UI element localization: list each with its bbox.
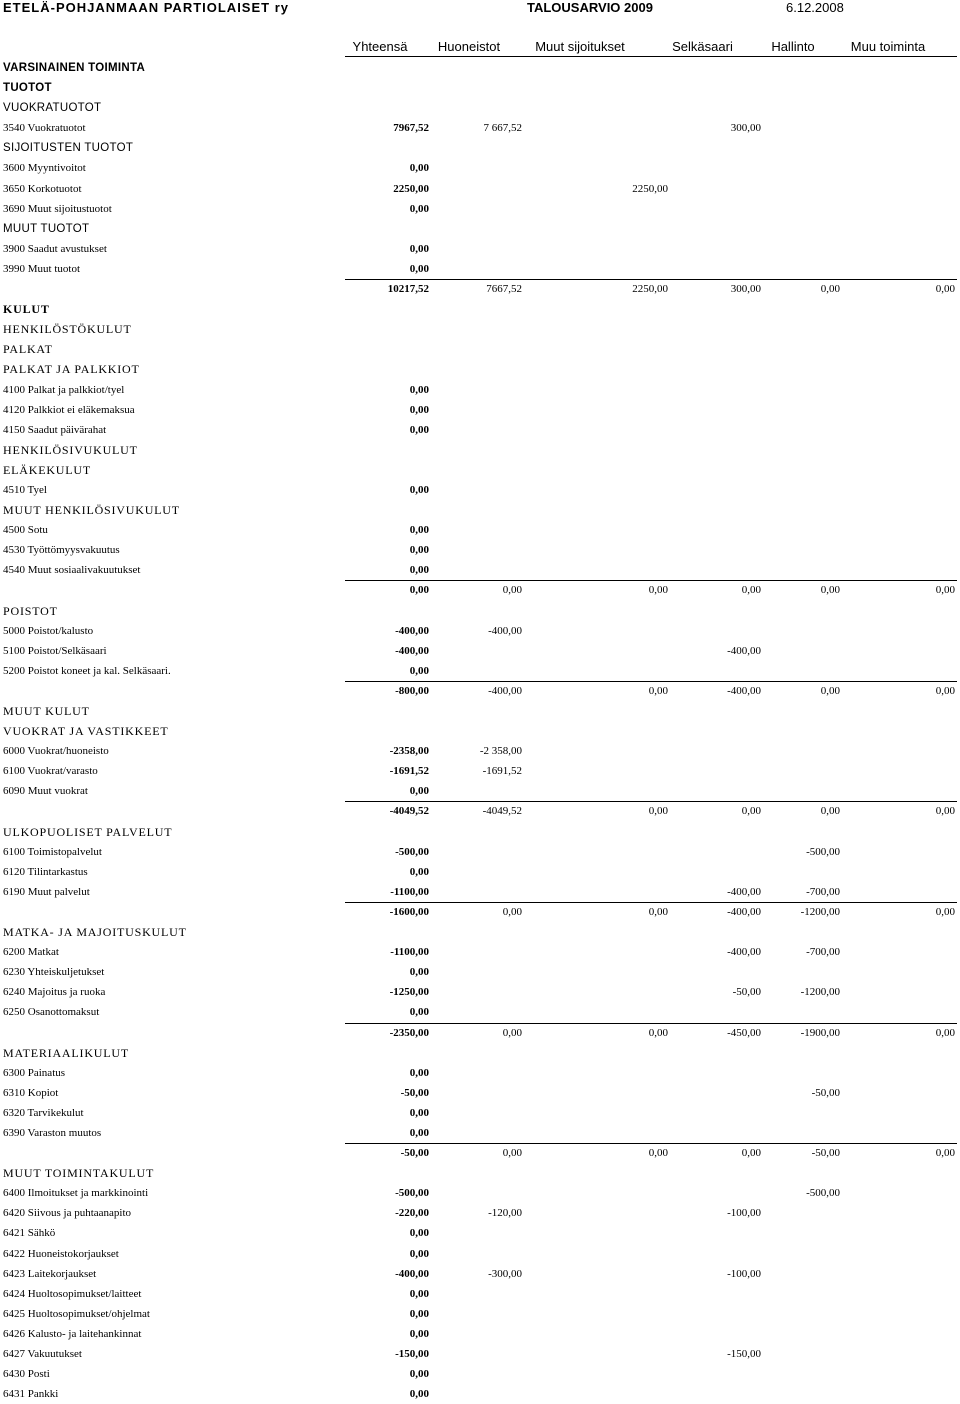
amount-cell: 0,00 xyxy=(935,584,955,597)
account-label: 6100 Toimistopalvelut xyxy=(3,845,102,858)
amount-cell: -2358,00 xyxy=(389,745,429,758)
account-label: 3900 Saadut avustukset xyxy=(3,242,107,255)
amount-cell: 0,00 xyxy=(820,684,840,697)
account-label: 6427 Vakuutukset xyxy=(3,1348,82,1360)
account-label: 3650 Korkotuotot xyxy=(3,182,82,195)
amount-cell: -120,00 xyxy=(488,1207,522,1220)
amount-cell: -400,00 xyxy=(727,684,761,697)
amount-cell: -800,00 xyxy=(395,684,429,697)
section-heading xyxy=(0,701,960,721)
account-label: 4510 Tyel xyxy=(3,483,47,496)
column-header-administration: Hallinto xyxy=(771,39,815,54)
account-row xyxy=(0,1083,960,1103)
section-heading xyxy=(0,339,960,359)
account-label: 6190 Muut palvelut xyxy=(3,885,90,898)
account-label: 6240 Majoitus ja ruoka xyxy=(3,986,106,999)
section-label: PALKAT xyxy=(3,342,53,357)
account-label: 3690 Muut sijoitustuotot xyxy=(3,202,112,215)
document-date: 6.12.2008 xyxy=(786,0,844,15)
account-row xyxy=(0,420,960,440)
amount-cell: 0,00 xyxy=(820,584,840,597)
account-row xyxy=(0,942,960,962)
amount-cell: -500,00 xyxy=(806,1187,840,1200)
amount-cell: -100,00 xyxy=(727,1207,761,1220)
amount-cell: 0,00 xyxy=(648,584,668,597)
amount-cell: -1100,00 xyxy=(390,946,429,959)
account-label: 4150 Saadut päivärahat xyxy=(3,423,107,436)
section-heading xyxy=(0,138,960,158)
amount-cell: 2250,00 xyxy=(632,283,668,296)
amount-cell: 0,00 xyxy=(409,524,429,537)
amount-cell: 0,00 xyxy=(935,684,955,697)
section-heading xyxy=(0,299,960,319)
account-row xyxy=(0,239,960,259)
account-label: 6090 Muut vuokrat xyxy=(3,785,88,798)
account-label: 6431 Pankki xyxy=(3,1388,59,1401)
document-header xyxy=(0,0,960,18)
section-heading xyxy=(0,601,960,621)
amount-cell: -500,00 xyxy=(395,1187,429,1200)
amount-cell: 0,00 xyxy=(741,1147,761,1160)
account-row xyxy=(0,1123,960,1143)
account-row xyxy=(0,1364,960,1384)
account-row xyxy=(0,480,960,500)
amount-cell: 0,00 xyxy=(820,805,840,818)
amount-cell: 0,00 xyxy=(409,1307,429,1320)
amount-cell: -4049,52 xyxy=(482,805,522,818)
amount-cell: -50,00 xyxy=(400,1086,429,1099)
account-label: 5100 Poistot/Selkäsaari xyxy=(3,644,107,657)
account-label: 6421 Sähkö xyxy=(3,1227,56,1240)
account-label: 6100 Vuokrat/varasto xyxy=(3,765,98,778)
account-row xyxy=(0,962,960,982)
amount-cell: 0,00 xyxy=(409,1247,429,1260)
amount-cell: -2350,00 xyxy=(389,1026,429,1039)
section-label: VUOKRAT JA VASTIKKEET xyxy=(3,724,169,739)
amount-cell: 7967,52 xyxy=(393,122,429,135)
amount-cell: -400,00 xyxy=(727,885,761,898)
amount-cell: -2 358,00 xyxy=(479,745,522,758)
amount-cell: -400,00 xyxy=(488,684,522,697)
account-row xyxy=(0,259,960,279)
amount-cell: 0,00 xyxy=(409,584,429,597)
section-heading xyxy=(0,359,960,379)
section-heading xyxy=(0,1163,960,1183)
section-label: MATERIAALIKULUT xyxy=(3,1045,129,1060)
section-label: SIJOITUSTEN TUOTOT xyxy=(3,142,134,155)
account-row xyxy=(0,1244,960,1264)
amount-cell: -1100,00 xyxy=(390,885,429,898)
amount-cell: -400,00 xyxy=(488,624,522,637)
section-heading xyxy=(0,1043,960,1063)
amount-cell: -100,00 xyxy=(727,1267,761,1280)
account-row xyxy=(0,560,960,580)
amount-cell: -400,00 xyxy=(727,905,761,918)
amount-cell: 0,00 xyxy=(409,242,429,255)
account-label: 3600 Myyntivoitot xyxy=(3,162,86,175)
account-row xyxy=(0,400,960,420)
account-row xyxy=(0,158,960,178)
section-label: HENKILÖSTÖKULUT xyxy=(3,322,132,337)
amount-cell: -700,00 xyxy=(806,946,840,959)
account-label: 6120 Tilintarkastus xyxy=(3,865,88,878)
account-label: 6426 Kalusto- ja laitehankinnat xyxy=(3,1327,142,1340)
organization-name: ETELÄ-POHJANMAAN PARTIOLAISET ry xyxy=(3,0,289,15)
section-heading xyxy=(0,440,960,460)
account-row xyxy=(0,1344,960,1364)
amount-cell: -400,00 xyxy=(395,1267,429,1280)
section-label: MUUT TUOTOT xyxy=(3,222,90,235)
section-label: VARSINAINEN TOIMINTA xyxy=(3,62,146,74)
section-heading xyxy=(0,98,960,118)
amount-cell: 2250,00 xyxy=(632,182,668,195)
account-row xyxy=(0,1304,960,1324)
amount-cell: -150,00 xyxy=(727,1348,761,1360)
amount-cell: 0,00 xyxy=(409,1066,429,1079)
amount-cell: 0,00 xyxy=(409,966,429,979)
section-heading xyxy=(0,721,960,741)
section-heading xyxy=(0,58,960,78)
account-row xyxy=(0,520,960,540)
amount-cell: 0,00 xyxy=(502,584,522,597)
column-headers xyxy=(0,39,960,57)
account-label: 3540 Vuokratuotot xyxy=(3,122,86,135)
amount-cell: -1600,00 xyxy=(389,905,429,918)
amount-cell: 0,00 xyxy=(409,162,429,175)
amount-cell: 0,00 xyxy=(648,905,668,918)
subtotal-row xyxy=(0,681,960,701)
account-row xyxy=(0,1002,960,1022)
account-row xyxy=(0,179,960,199)
amount-cell: 0,00 xyxy=(741,584,761,597)
section-label: MATKA- JA MAJOITUSKULUT xyxy=(3,925,187,940)
section-label: MUUT HENKILÖSIVUKULUT xyxy=(3,503,180,518)
account-label: 6430 Posti xyxy=(3,1368,50,1381)
amount-cell: 0,00 xyxy=(409,1287,429,1300)
account-label: 6420 Siivous ja puhtaanapito xyxy=(3,1207,132,1220)
account-label: 6200 Matkat xyxy=(3,946,59,959)
amount-cell: -400,00 xyxy=(395,644,429,657)
amount-cell: 0,00 xyxy=(935,805,955,818)
amount-cell: -220,00 xyxy=(395,1207,429,1220)
section-label: ULKOPUOLISET PALVELUT xyxy=(3,824,173,839)
account-row xyxy=(0,1284,960,1304)
amount-cell: 0,00 xyxy=(409,664,429,677)
account-row xyxy=(0,380,960,400)
account-row xyxy=(0,1223,960,1243)
section-label: KULUT xyxy=(3,302,50,317)
account-row xyxy=(0,621,960,641)
amount-cell: 0,00 xyxy=(409,1006,429,1019)
amount-cell: 0,00 xyxy=(409,1126,429,1139)
account-label: 6424 Huoltosopimukset/laitteet xyxy=(3,1287,142,1300)
amount-cell: -400,00 xyxy=(727,644,761,657)
amount-cell: 0,00 xyxy=(502,1026,522,1039)
section-label: TUOTOT xyxy=(3,82,52,95)
column-header-other-investments: Muut sijoitukset xyxy=(535,39,625,54)
section-heading xyxy=(0,78,960,98)
section-label: HENKILÖSIVUKULUT xyxy=(3,442,138,457)
amount-cell: 0,00 xyxy=(648,1147,668,1160)
amount-cell: -1250,00 xyxy=(389,986,429,999)
amount-cell: -4049,52 xyxy=(389,805,429,818)
account-row xyxy=(0,1063,960,1083)
amount-cell: -50,00 xyxy=(811,1086,840,1099)
amount-cell: -1691,52 xyxy=(389,765,429,778)
amount-cell: 0,00 xyxy=(502,905,522,918)
amount-cell: 0,00 xyxy=(409,423,429,436)
amount-cell: 0,00 xyxy=(409,202,429,215)
account-row xyxy=(0,661,960,681)
account-label: 6400 Ilmoitukset ja markkinointi xyxy=(3,1187,149,1200)
section-label: PALKAT JA PALKKIOT xyxy=(3,362,140,377)
account-label: 6320 Tarvikekulut xyxy=(3,1106,84,1119)
amount-cell: -500,00 xyxy=(806,845,840,858)
amount-cell: 0,00 xyxy=(409,1368,429,1381)
account-label: 6000 Vuokrat/huoneisto xyxy=(3,745,109,758)
subtotal-row xyxy=(0,1023,960,1043)
amount-cell: 0,00 xyxy=(648,805,668,818)
account-label: 6390 Varaston muutos xyxy=(3,1126,102,1139)
account-label: 4530 Työttömyysvakuutus xyxy=(3,544,120,557)
column-header-total: Yhteensä xyxy=(352,39,408,54)
amount-cell: 0,00 xyxy=(820,283,840,296)
account-label: 4100 Palkat ja palkkiot/tyel xyxy=(3,383,125,396)
subtotal-row xyxy=(0,580,960,600)
account-row xyxy=(0,199,960,219)
account-row xyxy=(0,118,960,138)
header-rule xyxy=(345,56,957,57)
amount-cell: -1691,52 xyxy=(482,765,522,778)
amount-cell: -150,00 xyxy=(395,1348,429,1360)
section-heading xyxy=(0,319,960,339)
account-row xyxy=(0,1103,960,1123)
section-label: MUUT KULUT xyxy=(3,704,90,718)
amount-cell: -50,00 xyxy=(732,986,761,999)
amount-cell: 0,00 xyxy=(648,684,668,697)
section-heading xyxy=(0,822,960,842)
amount-cell: -50,00 xyxy=(811,1147,840,1160)
account-row xyxy=(0,982,960,1002)
subtotal-row xyxy=(0,801,960,821)
budget-table xyxy=(0,58,960,1404)
amount-cell: -1900,00 xyxy=(800,1026,840,1039)
amount-cell: 0,00 xyxy=(409,262,429,275)
amount-cell: 0,00 xyxy=(409,865,429,878)
account-row xyxy=(0,1264,960,1284)
section-label: MUUT TOIMINTAKULUT xyxy=(3,1166,155,1181)
account-label: 4540 Muut sosiaalivakuutukset xyxy=(3,564,141,577)
subtotal-row xyxy=(0,902,960,922)
section-heading xyxy=(0,500,960,520)
amount-cell: 0,00 xyxy=(409,1227,429,1240)
amount-cell: 0,00 xyxy=(409,785,429,798)
amount-cell: 0,00 xyxy=(741,805,761,818)
account-row xyxy=(0,540,960,560)
amount-cell: 0,00 xyxy=(409,403,429,416)
amount-cell: -700,00 xyxy=(806,885,840,898)
account-label: 6425 Huoltosopimukset/ohjelmat xyxy=(3,1307,150,1320)
amount-cell: 0,00 xyxy=(935,283,955,296)
amount-cell: 0,00 xyxy=(648,1026,668,1039)
amount-cell: -50,00 xyxy=(400,1147,429,1160)
amount-cell: -500,00 xyxy=(395,845,429,858)
section-label: POISTOT xyxy=(3,603,58,618)
column-header-selkasaari: Selkäsaari xyxy=(672,39,733,54)
account-label: 4500 Sotu xyxy=(3,524,48,537)
amount-cell: 2250,00 xyxy=(393,182,429,195)
account-row xyxy=(0,1324,960,1344)
account-label: 6230 Yhteiskuljetukset xyxy=(3,966,105,979)
amount-cell: 7667,52 xyxy=(486,283,522,296)
amount-cell: -1200,00 xyxy=(800,986,840,999)
account-row xyxy=(0,761,960,781)
amount-cell: 300,00 xyxy=(730,283,761,296)
account-label: 6310 Kopiot xyxy=(3,1086,59,1099)
amount-cell: 300,00 xyxy=(730,122,761,135)
amount-cell: -1200,00 xyxy=(800,905,840,918)
amount-cell: 0,00 xyxy=(409,564,429,577)
account-row xyxy=(0,1203,960,1223)
account-row xyxy=(0,882,960,902)
column-header-other-activities: Muu toiminta xyxy=(850,39,926,54)
account-row xyxy=(0,1183,960,1203)
amount-cell: 0,00 xyxy=(409,544,429,557)
account-label: 5000 Poistot/kalusto xyxy=(3,624,94,637)
account-label: 4120 Palkkiot ei eläkemaksua xyxy=(3,403,135,416)
account-label: 3990 Muut tuotot xyxy=(3,262,81,275)
amount-cell: 0,00 xyxy=(409,1388,429,1401)
amount-cell: 0,00 xyxy=(409,1106,429,1119)
amount-cell: 0,00 xyxy=(935,1026,955,1039)
document-title: TALOUSARVIO 2009 xyxy=(527,0,653,15)
amount-cell: 0,00 xyxy=(409,1327,429,1340)
account-row xyxy=(0,641,960,661)
amount-cell: 0,00 xyxy=(935,905,955,918)
amount-cell: 7 667,52 xyxy=(483,122,522,135)
amount-cell: 10217,52 xyxy=(387,283,429,296)
account-label: 6250 Osanottomaksut xyxy=(3,1006,100,1019)
amount-cell: -450,00 xyxy=(727,1026,761,1039)
section-heading xyxy=(0,460,960,480)
amount-cell: 0,00 xyxy=(502,1147,522,1160)
account-label: 6300 Painatus xyxy=(3,1066,66,1079)
amount-cell: -300,00 xyxy=(488,1267,522,1280)
account-row xyxy=(0,741,960,761)
amount-cell: -400,00 xyxy=(727,946,761,959)
amount-cell: 0,00 xyxy=(409,383,429,396)
account-row xyxy=(0,842,960,862)
account-row xyxy=(0,862,960,882)
account-label: 6423 Laitekorjaukset xyxy=(3,1267,97,1280)
account-label: 5200 Poistot koneet ja kal. Selkäsaari. xyxy=(3,664,171,677)
account-label: 6422 Huoneistokorjaukset xyxy=(3,1247,119,1260)
section-heading xyxy=(0,219,960,239)
subtotal-row xyxy=(0,279,960,299)
subtotal-row xyxy=(0,1143,960,1163)
section-label: ELÄKEKULUT xyxy=(3,462,91,477)
amount-cell: -400,00 xyxy=(395,624,429,637)
account-row xyxy=(0,781,960,801)
account-row xyxy=(0,1384,960,1404)
column-header-apartments: Huoneistot xyxy=(437,39,501,54)
amount-cell: 0,00 xyxy=(409,483,429,496)
amount-cell: 0,00 xyxy=(935,1147,955,1160)
section-label: VUOKRATUOTOT xyxy=(3,102,102,115)
section-heading xyxy=(0,922,960,942)
